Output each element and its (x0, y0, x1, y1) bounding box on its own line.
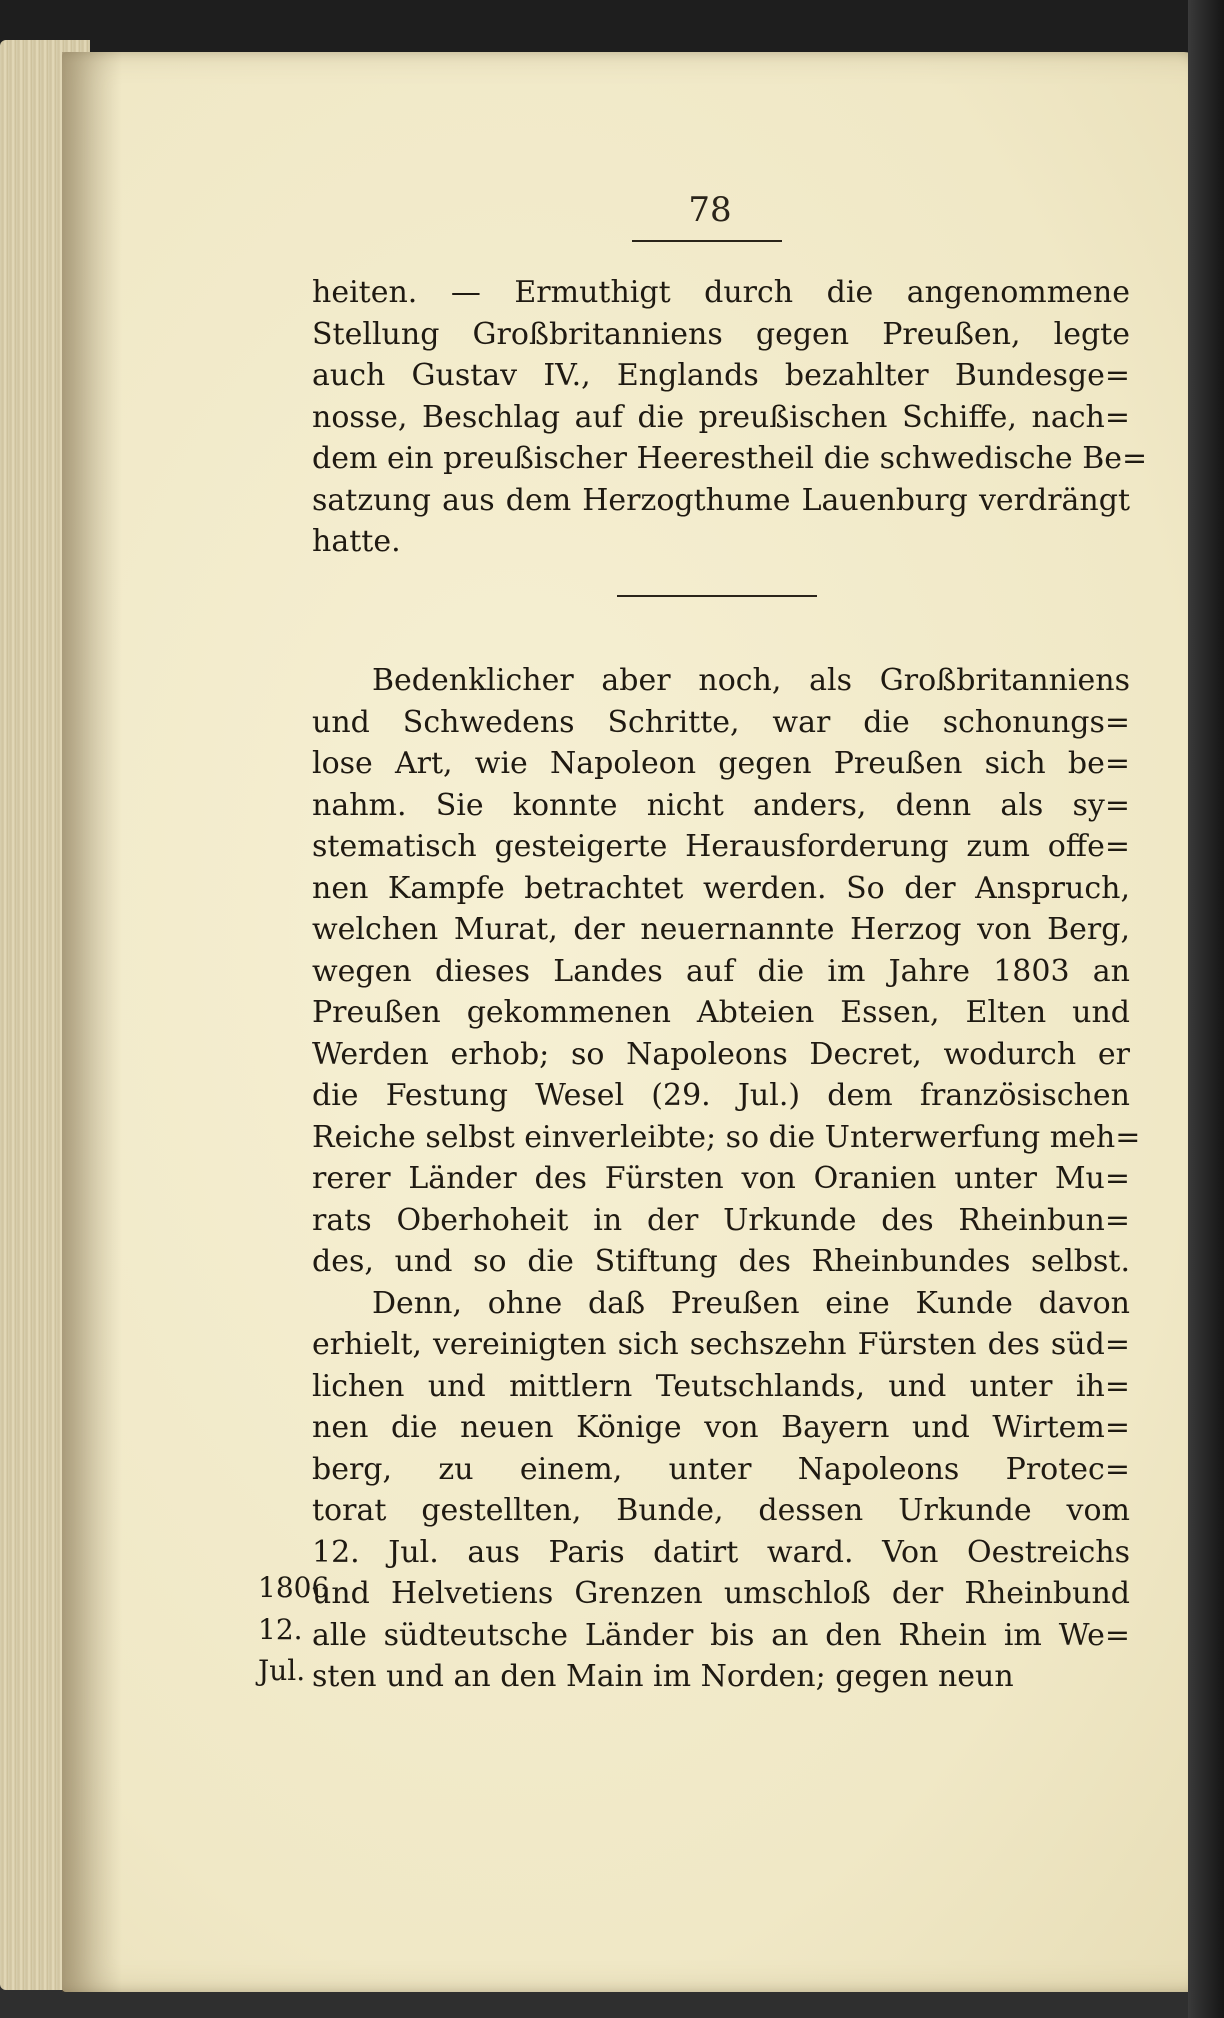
text-line: nen Kampfe betrachtet werden. So der Anspruch, (312, 870, 1130, 906)
text-line: lose Art, wie Napoleon gegen Preußen sich be= (312, 746, 1130, 781)
text-line: welchen Murat, der neuernannte Herzog von Berg, (312, 912, 1130, 947)
text-line: auch Gustav IV., Englands bezahlter Bundesge= (312, 358, 1130, 393)
text-line: 12. Jul. aus Paris datirt ward. Von Oestreichs (312, 1534, 1130, 1570)
margin-year: 1806 (258, 1571, 330, 1604)
text-line: stematisch gesteigerte Herausforderung zum offe= (312, 829, 1130, 864)
text-line: heiten. — Ermuthigt durch die angenommene (312, 275, 1130, 310)
text-line: Reiche selbst einverleibte; so die Unterwerfung meh= (312, 1119, 1141, 1155)
text-line: lichen und mittlern Teutschlands, und unter ih= (312, 1368, 1130, 1404)
text-line: Werden erhob; so Napoleons Decret, wodurch er (312, 1036, 1130, 1072)
text-line: sten und an den Main im Norden; gegen neun (312, 1659, 1014, 1694)
text-line: die Festung Wesel (29. Jul.) dem französischen (312, 1078, 1130, 1113)
text-line: und Helvetiens Grenzen umschloß der Rheinbund (312, 1576, 1130, 1611)
margin-month: Jul. (258, 1654, 306, 1687)
text-line: hatte. (312, 524, 401, 559)
margin-day: 12. (258, 1612, 303, 1646)
text-line: dem ein preußischer Heerestheil die schwedische Be= (312, 441, 1148, 476)
text-line: satzung aus dem Herzogthume Lauenburg verdrängt (312, 482, 1130, 518)
text-line: Stellung Großbritanniens gegen Preußen, legte (312, 316, 1130, 352)
header-rule (632, 240, 782, 242)
text-line: erhielt, vereinigten sich sechszehn Fürsten des süd= (312, 1327, 1130, 1362)
text-line: des, und so die Stiftung des Rheinbundes selbst. (312, 1244, 1130, 1279)
text-line: alle südteutsche Länder bis an den Rhein im We= (312, 1617, 1130, 1653)
margin-date-note (258, 1567, 338, 1692)
scanner-edge (1188, 0, 1224, 2018)
text-line: torat gestellten, Bunde, dessen Urkunde vom (312, 1493, 1130, 1528)
text-line: nahm. Sie konnte nicht anders, denn als sy= (312, 787, 1130, 823)
paragraph-2 (312, 660, 1141, 1698)
page-number: 78 (688, 190, 732, 230)
text-line: Preußen gekommenen Abteien Essen, Elten und (312, 995, 1130, 1030)
text-line: wegen dieses Landes auf die im Jahre 1803 an (312, 953, 1130, 989)
text-line: nosse, Beschlag auf die preußischen Schiffe, nach= (312, 399, 1130, 435)
text-line: Denn, ohne daß Preußen eine Kunde davon (372, 1285, 1130, 1321)
text-line: Bedenklicher aber noch, als Großbritanniens (372, 663, 1130, 698)
text-line: rats Oberhoheit in der Urkunde des Rheinbun= (312, 1202, 1130, 1238)
text-line: berg, zu einem, unter Napoleons Protec= (312, 1451, 1130, 1487)
text-line: und Schwedens Schritte, war die schonungs= (312, 704, 1130, 740)
paragraph-1 (312, 272, 1148, 563)
text-line: nen die neuen Könige von Bayern und Wirtem= (312, 1410, 1130, 1445)
section-divider (617, 595, 817, 597)
text-line: rerer Länder des Fürsten von Oranien unter Mu= (312, 1161, 1130, 1196)
gutter-shadow (62, 52, 122, 1992)
